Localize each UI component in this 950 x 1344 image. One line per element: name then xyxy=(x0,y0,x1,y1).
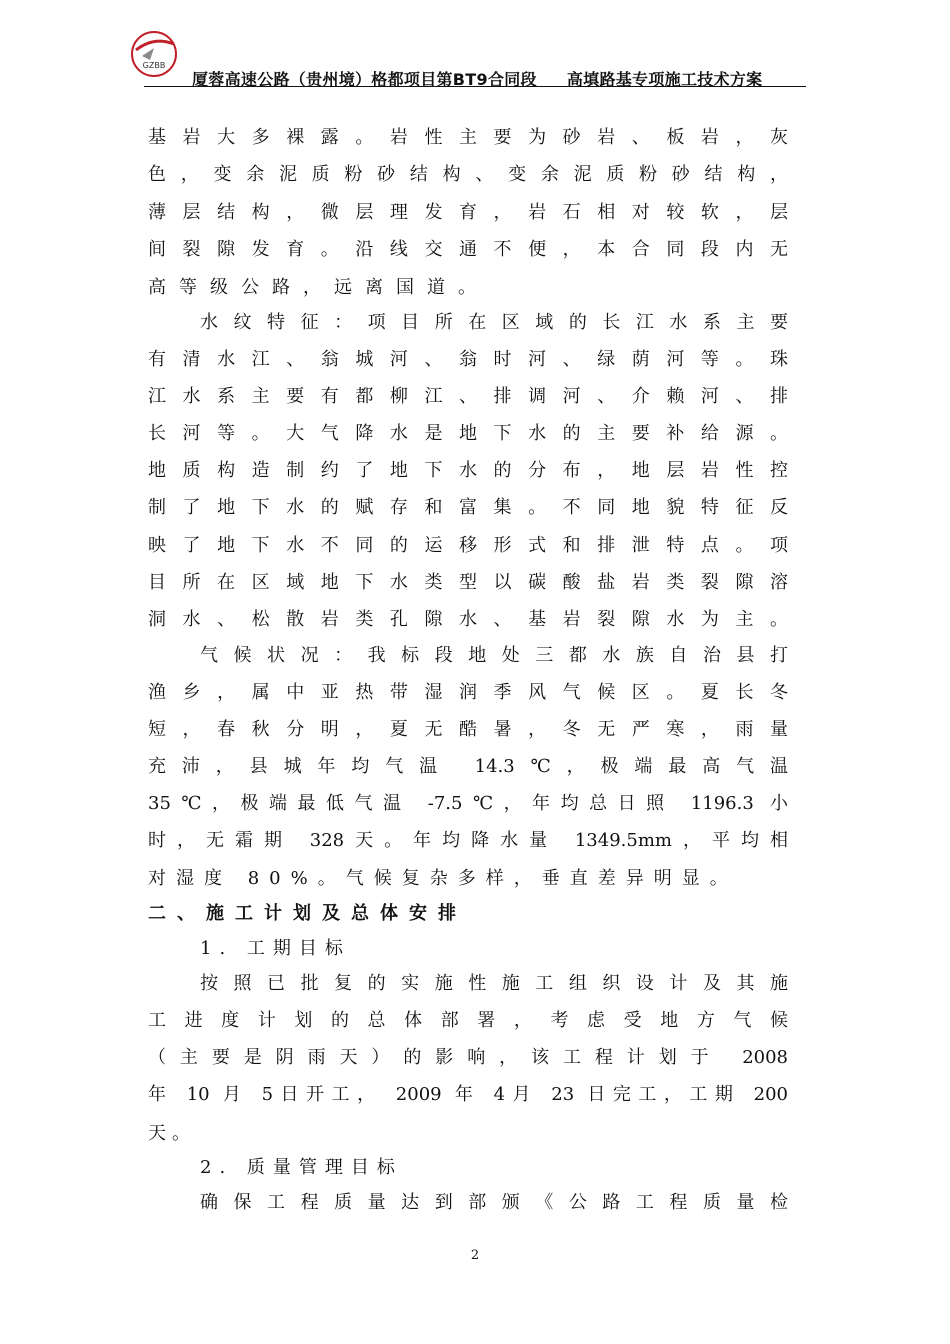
body-line: 地质构造制约了地下水的分布，地层岩性控 xyxy=(148,460,788,481)
body-line: 基岩大多裸露。岩性主要为砂岩、板岩，灰 xyxy=(148,127,788,148)
body-line: 短，春秋分明，夏无酷暑，冬无严寒，雨量 xyxy=(148,719,788,740)
body-line: 制了地下水的赋存和富集。不同地貌特征反 xyxy=(148,497,788,518)
body-line: 天。 xyxy=(148,1123,196,1144)
subheading-schedule: 1. 工期目标 xyxy=(200,938,351,959)
body-line: 洞水、松散岩类孔隙水、基岩裂隙水为主。 xyxy=(148,609,788,630)
body-line: 年 10 月 5日开工， 2009 年 4月 23 日完工，工期 200 xyxy=(148,1084,788,1105)
subheading-quality: 2. 质量管理目标 xyxy=(200,1157,403,1178)
svg-text:GZBB: GZBB xyxy=(142,61,166,70)
body-line: 对湿度 80%。气候复杂多样，垂直差异明显。 xyxy=(148,868,738,889)
body-line: 时，无霜期 328天。年均降水量 1349.5mm，平均相 xyxy=(148,830,788,851)
section-heading: 二、施工计划及总体安排 xyxy=(148,903,467,924)
header-left-title: 厦蓉高速公路（贵州境）格都项目第BT9合同段 xyxy=(192,70,537,89)
body-line: 充沛，县城年均气温 14.3℃，极端最高气温 xyxy=(148,756,788,777)
body-line: 长河等。大气降水是地下水的主要补给源。 xyxy=(148,423,788,444)
paragraph-hydrology: 水纹特征：项目所在区域的长江水系主要 xyxy=(200,312,788,333)
header-right-title: 高填路基专项施工技术方案 xyxy=(566,70,763,89)
body-line: 高等级公路，远离国道。 xyxy=(148,277,489,298)
body-line: 确保工程质量达到部颁《公路工程质量检 xyxy=(200,1192,788,1213)
body-line: 35℃，极端最低气温 -7.5℃，年均总日照 1196.3 小 xyxy=(148,793,788,814)
body-line: （主要是阴雨天）的影响，该工程计划于 2008 xyxy=(148,1047,788,1068)
body-line: 工进度计划的总体部署，考虑受地方气候 xyxy=(148,1010,788,1031)
body-line: 间裂隙发育。沿线交通不便，本合同段内无 xyxy=(148,239,788,260)
body-line: 江水系主要有都柳江、排调河、介赖河、排 xyxy=(148,386,788,407)
body-line: 渔乡，属中亚热带湿润季风气候区。夏长冬 xyxy=(148,682,788,703)
body-line: 薄层结构，微层理发育，岩石相对较软，层 xyxy=(148,202,788,223)
body-line: 映了地下水不同的运移形式和排泄特点。项 xyxy=(148,535,788,556)
body-line: 目所在区域地下水类型以碳酸盐岩类裂隙溶 xyxy=(148,572,788,593)
body-line: 按照已批复的实施性施工组织设计及其施 xyxy=(200,973,788,994)
paragraph-climate: 气候状况：我标段地处三都水族自治县打 xyxy=(200,645,788,666)
body-line: 色，变余泥质粉砂结构、变余泥质粉砂结构， xyxy=(148,164,788,185)
page-number: 2 xyxy=(470,1248,480,1263)
body-line: 有清水江、翁城河、翁时河、绿荫河等。珠 xyxy=(148,349,788,370)
